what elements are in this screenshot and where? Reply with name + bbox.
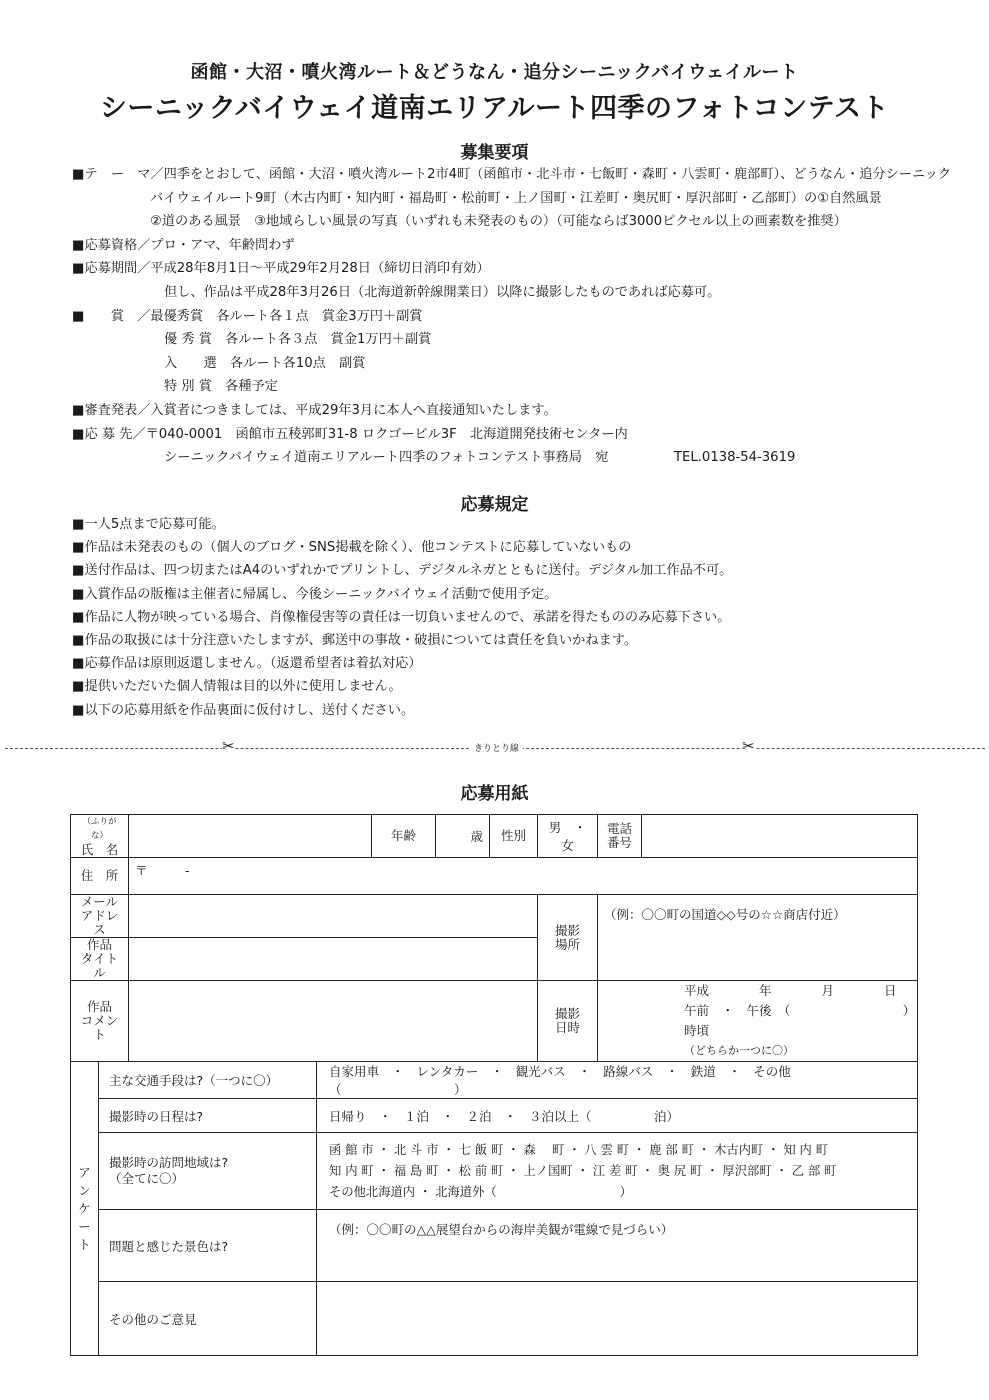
rule-item: ■一人5点まで応募可能。 — [72, 517, 225, 532]
prize-line-4: 特 別 賞 各種予定 — [164, 379, 278, 395]
phone-label-2: 番号 — [607, 835, 633, 850]
shoot-place-label-1: 撮影 — [555, 922, 581, 938]
address-line-2 — [72, 446, 942, 470]
office-tel: TEL.0138-54-3619 — [674, 450, 796, 466]
survey-char: ト — [78, 1236, 91, 1252]
address-field[interactable] — [129, 858, 918, 895]
q3-options-line-3: その他北海道内 ・ 北海道外（ ） — [329, 1184, 632, 1199]
work-title-field[interactable] — [129, 938, 538, 981]
q4-example: （例：〇〇町の△△展望台からの海岸美観が電線で見づらい） — [329, 1222, 674, 1237]
age-label: 年齢 — [372, 815, 436, 858]
subtitle: 函館・大沼・噴火湾ルート＆どうなん・追分シーニックバイウェイルート — [190, 62, 799, 83]
rule-item: ■作品は未発表のもの（個人のブログ・SNS掲載を除く）、他コンテストに応募していないもの — [72, 540, 632, 556]
comment-label-2: コメント — [80, 1013, 119, 1042]
address-label: 住 所 — [71, 858, 129, 895]
comment-label-1: 作品 — [87, 999, 113, 1014]
furigana-label: （ふりがな） — [82, 817, 117, 841]
q1-label: 主な交通手段は?（一つに〇） — [99, 1062, 317, 1099]
theme-line-2: バイウェイルート9町（木古内町・知内町・福島町・松前町・上ノ国町・江差町・奥尻町・厚沢部町・乙部町）の①自然風景 — [150, 190, 882, 206]
rule-item: ■提供いただいた個人情報は目的以外に使用しません。 — [72, 679, 402, 695]
survey-char: ン — [78, 1182, 91, 1198]
comment-field[interactable] — [129, 981, 538, 1062]
phone-label-1: 電話 — [607, 821, 633, 836]
prize-line-1: ■ 賞 ／最優秀賞 各ルート各１点 賞金3万円＋副賞 — [72, 308, 423, 324]
gender-options[interactable]: 男 ・ 女 — [538, 815, 598, 858]
rule-item: ■応募作品は原則返還しません。（返還希望者は着払対応） — [72, 656, 422, 672]
postal-mark: 〒 - — [135, 863, 190, 878]
survey-char: ア — [78, 1164, 91, 1180]
rule-item: ■作品に人物が映っている場合、肖像権侵害等の責任は一切負いませんので、承諾を得たもののみ応募下さい。 — [72, 609, 731, 625]
scissors-icon: ✂ — [742, 737, 755, 755]
q4-label: 問題と感じた景色は? — [99, 1210, 317, 1282]
name-field[interactable] — [129, 815, 372, 858]
age-unit: 歳 — [470, 829, 484, 844]
gender-label: 性別 — [490, 815, 538, 858]
rule-item: ■以下の応募用紙を作品裏面に仮付けし、送付ください。 — [72, 702, 415, 718]
cut-line-label: きりとり線 — [470, 741, 523, 754]
survey-label — [71, 1062, 99, 1356]
period-line-1: ■応募期間／平成28年8月1日〜平成29年2月28日（締切日消印有効） — [72, 261, 490, 277]
age-field[interactable] — [436, 815, 490, 858]
shoot-place-field[interactable] — [598, 895, 918, 981]
shoot-place-example: （例：〇〇町の国道◇◇号の☆☆商店付近） — [604, 907, 846, 922]
email-label-2: アドレス — [80, 908, 119, 937]
date-line: 平成 年 月 日 — [684, 983, 897, 998]
q3-label-1: 撮影時の訪問地域は? — [109, 1155, 229, 1170]
announce-line: ■審査発表／入賞者につきましては、平成29年3月に本人へ直接通知いたします。 — [72, 402, 557, 418]
work-title-label — [71, 938, 129, 981]
form-heading: 応募用紙 — [460, 784, 529, 804]
work-title-label-1: 作品 — [87, 937, 113, 952]
rules-heading: 応募規定 — [460, 495, 529, 515]
shoot-time-label-1: 撮影 — [555, 1006, 581, 1021]
time-line: 午前 ・ 午後 （ ）時頃 — [684, 1003, 910, 1038]
rule-item: ■送付作品は、四つ切またはA4のいずれかでプリントし、デジタルネガとともに送付。デジタル加工作品不可。 — [72, 563, 733, 579]
time-note: （どちらか一つに〇） — [684, 1044, 795, 1057]
q3-options-line-2: 知 内 町 ・ 福 島 町 ・ 松 前 町 ・ 上ノ国町 ・ 江 差 町 ・ 奥 尻 町 ・ 厚沢部町 ・ 乙 部 町 — [329, 1163, 837, 1178]
period-line-2: 但し、作品は平成28年3月26日（北海道新幹線開業日）以降に撮影したものであれば応募可。 — [164, 284, 721, 300]
work-title-label-2: タイトル — [80, 951, 119, 980]
comment-label — [71, 981, 129, 1062]
scissors-icon: ✂ — [222, 737, 235, 755]
shoot-time-label — [538, 981, 598, 1062]
prize-line-3: 入 選 各ルート各10点 副賞 — [164, 355, 366, 371]
rules-section — [72, 513, 942, 722]
q3-options-line-1: 函 館 市 ・ 北 斗 市 ・ 七 飯 町 ・ 森 町 ・ 八 雲 町 ・ 鹿 部 町 ・ 木古内町 ・ 知 内 町 — [329, 1142, 829, 1157]
q2-label: 撮影時の日程は? — [99, 1099, 317, 1133]
requirements-section — [72, 163, 952, 470]
phone-field[interactable] — [642, 815, 918, 858]
rule-item: ■入賞作品の版権は主催者に帰属し、今後シーニックバイウェイ活動で使用予定。 — [72, 586, 558, 602]
q5-label: その他のご意見 — [99, 1282, 317, 1356]
shoot-place-label-2: 場所 — [555, 936, 581, 952]
q3-label — [99, 1133, 317, 1210]
page-title: シーニックバイウェイ道南エリアルート四季のフォトコンテスト — [99, 93, 890, 124]
q1-options[interactable]: 自家用車 ・ レンタカー ・ 観光バス ・ 路線バス ・ 鉄道 ・ その他（ ） — [317, 1062, 918, 1099]
prize-line-2: 優 秀 賞 各ルート各３点 賞金1万円＋副賞 — [164, 332, 432, 348]
shoot-time-label-2: 日時 — [555, 1020, 581, 1035]
shoot-time-field[interactable] — [598, 981, 918, 1062]
theme-line-1: ■テ ー マ／四季をとおして、函館・大沼・噴火湾ルート2市4町（函館市・北斗市・七飯町・森町・八雲町・鹿部町）、どうなん・追分シーニック — [72, 167, 952, 182]
survey-char: ー — [78, 1218, 91, 1234]
q4-field[interactable] — [317, 1210, 918, 1282]
address-line-1: ■応 募 先／〒040-0001 函館市五稜郭町31-8 ロクゴービル3F 北海道開発技術センター内 — [72, 426, 628, 442]
q5-field[interactable] — [317, 1282, 918, 1356]
name-label-text: 氏 名 — [80, 842, 119, 857]
q3-label-2: （全てに〇） — [109, 1171, 185, 1186]
q3-options[interactable] — [317, 1133, 918, 1210]
theme-line-3: ②道のある風景 ③地域らしい風景の写真（いずれも未発表のもの）（可能ならば3000ピクセル以上の画素数を推奨） — [150, 214, 847, 230]
rule-item: ■作品の取扱には十分注意いたしますが、郵送中の事故・破損については責任を負いかねます。 — [72, 632, 638, 648]
email-label-1: メール — [80, 894, 119, 909]
requirements-heading: 募集要項 — [460, 143, 529, 163]
phone-label — [598, 815, 642, 858]
office-name: シーニックバイウェイ道南エリアルート四季のフォトコンテスト事務局 宛 — [164, 450, 609, 466]
survey-char: ケ — [78, 1200, 91, 1216]
entry-form — [70, 814, 918, 1356]
name-label — [71, 815, 129, 858]
eligibility-line: ■応募資格／プロ・アマ、年齢問わず — [72, 237, 295, 253]
email-label — [71, 895, 129, 938]
q2-options[interactable]: 日帰り ・ １泊 ・ ２泊 ・ ３泊以上（ 泊） — [317, 1099, 918, 1133]
shoot-place-label — [538, 895, 598, 981]
email-field[interactable] — [129, 895, 538, 938]
